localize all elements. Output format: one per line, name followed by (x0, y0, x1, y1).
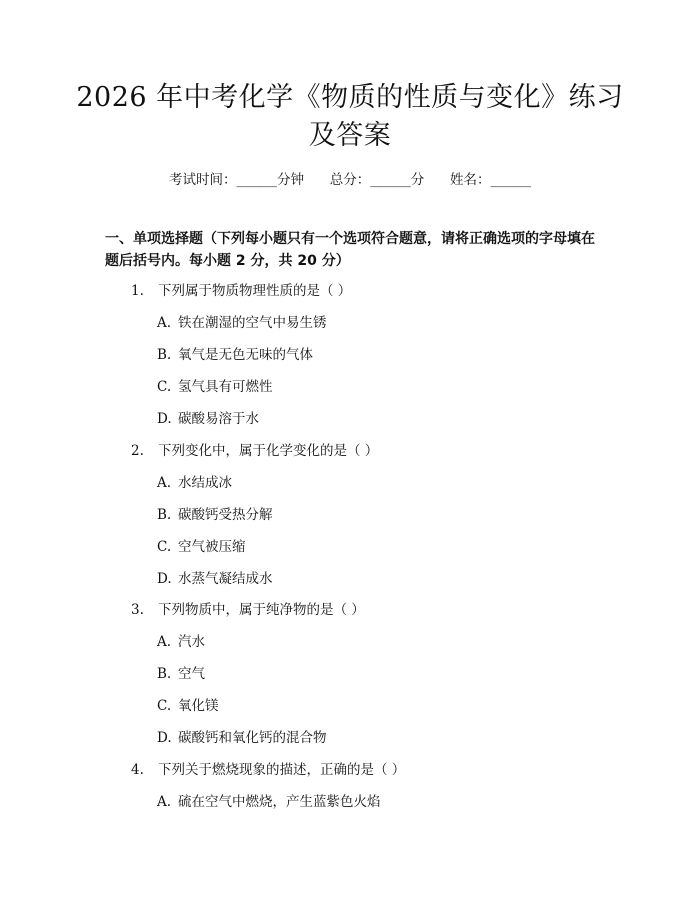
question-1-option-a (157, 314, 327, 332)
question-3-option-d (157, 729, 327, 747)
question-3 (131, 601, 365, 619)
section-heading-line-1: 一、单项选择题（下列每小题只有一个选项符合题意，请将正确选项的字母填在 (105, 231, 595, 247)
question-2 (131, 442, 378, 460)
question-3-option-c (157, 697, 219, 715)
exam-info-line: 考试时间：______分钟 总分：______分 姓名：______ (169, 172, 531, 188)
question-3-option-b (157, 665, 205, 683)
option-letter: A. (157, 634, 172, 650)
option-text: 水蒸气凝结成水 (178, 571, 273, 587)
option-text: 氢气具有可燃性 (178, 379, 273, 395)
option-letter: A. (157, 315, 172, 331)
option-text: 硫在空气中燃烧，产生蓝紫色火焰 (178, 794, 381, 810)
question-4 (131, 761, 405, 779)
question-2-option-c (157, 538, 246, 556)
option-letter: C. (157, 379, 172, 395)
option-text: 氧化镁 (178, 698, 219, 714)
option-text: 氧气是无色无味的气体 (178, 347, 313, 363)
question-text: 下列变化中，属于化学变化的是（ ） (158, 443, 379, 459)
option-letter: C. (157, 698, 172, 714)
question-2-option-d (157, 570, 273, 588)
option-letter: D. (157, 730, 172, 746)
option-text: 碳酸易溶于水 (178, 411, 259, 427)
option-letter: A. (157, 475, 172, 491)
question-text: 下列物质中，属于纯净物的是（ ） (158, 602, 365, 618)
page-title-line-1: 2026 年中考化学《物质的性质与变化》练习 (76, 82, 624, 113)
question-1-option-b (157, 346, 313, 364)
option-letter: A. (157, 794, 172, 810)
option-text: 空气 (178, 666, 205, 682)
question-2-option-b (157, 506, 273, 524)
option-letter: C. (157, 539, 172, 555)
option-letter: D. (157, 411, 172, 427)
option-text: 水结成冰 (178, 475, 232, 491)
option-letter: B. (157, 507, 172, 523)
question-1 (131, 282, 351, 300)
option-text: 空气被压缩 (178, 539, 246, 555)
question-3-option-a (157, 633, 205, 651)
question-2-option-a (157, 474, 232, 492)
question-number: 1. (131, 283, 144, 299)
question-1-option-d (157, 410, 259, 428)
section-heading-line-2: 题后括号内。每小题 2 分，共 20 分） (105, 253, 350, 269)
question-text: 下列属于物质物理性质的是（ ） (158, 283, 352, 299)
option-text: 铁在潮湿的空气中易生锈 (178, 315, 327, 331)
option-text: 碳酸钙受热分解 (178, 507, 273, 523)
question-number: 2. (131, 443, 144, 459)
question-number: 4. (131, 762, 144, 778)
option-letter: D. (157, 571, 172, 587)
question-1-option-c (157, 378, 273, 396)
option-letter: B. (157, 666, 172, 682)
question-4-option-a (157, 793, 381, 811)
question-number: 3. (131, 602, 144, 618)
question-text: 下列关于燃烧现象的描述，正确的是（ ） (158, 762, 406, 778)
option-letter: B. (157, 347, 172, 363)
option-text: 碳酸钙和氧化钙的混合物 (178, 730, 327, 746)
page-title-line-2: 及答案 (308, 120, 392, 151)
option-text: 汽水 (178, 634, 205, 650)
